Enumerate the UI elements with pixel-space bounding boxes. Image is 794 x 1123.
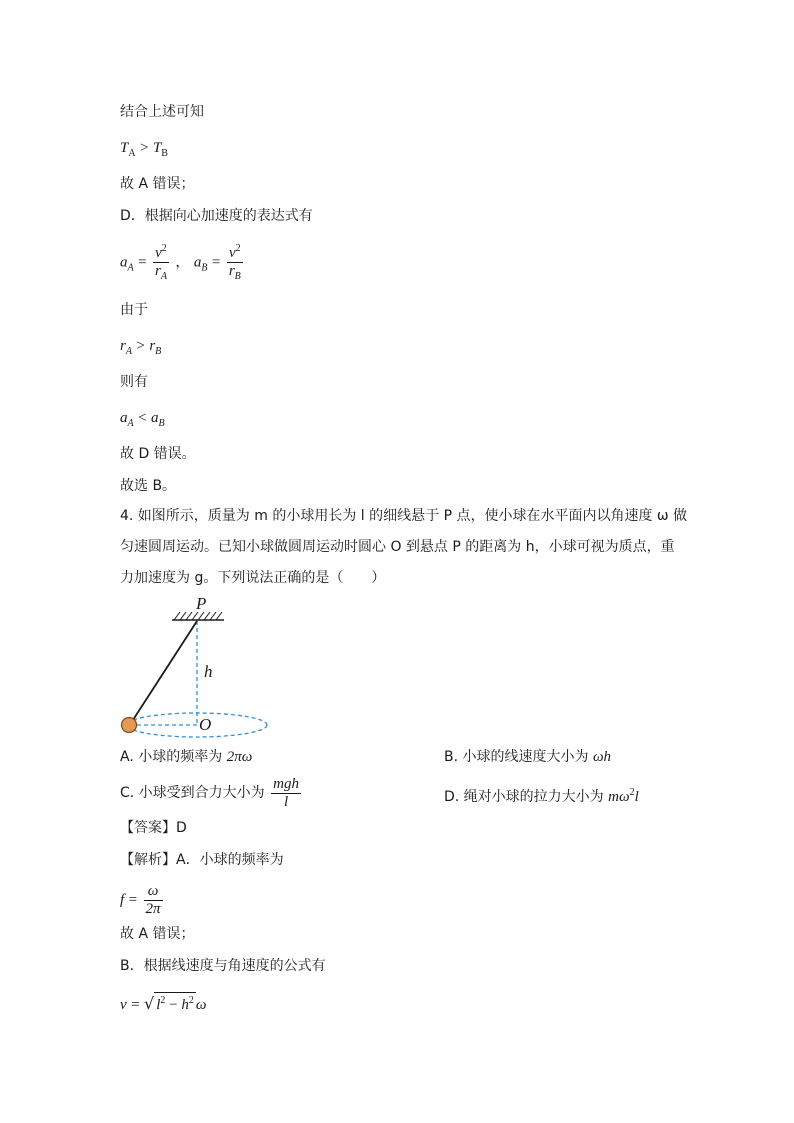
label-P: P [196, 594, 207, 613]
math-var: ω [195, 997, 207, 1013]
math-var: T [120, 140, 129, 156]
math-sub: B [158, 418, 165, 429]
equation-ra-gt-rb [120, 336, 161, 362]
question-text: 4. 如图所示，质量为 m 的小球用长为 l 的细线悬于 P 点，使小球在水平面内以角速度 ω 做 [120, 508, 688, 524]
math-sub: B [161, 148, 168, 159]
math-op: > [140, 140, 149, 156]
string-line [131, 621, 197, 723]
math-sub: A [125, 346, 132, 357]
option-b-math: ωh [592, 749, 612, 765]
math-sub: B [155, 346, 162, 357]
math-op: = [131, 997, 140, 1013]
fraction [227, 240, 243, 285]
option-c[interactable] [120, 775, 303, 811]
equation-accel [120, 240, 245, 291]
equation-velocity [120, 992, 206, 1015]
math-op: = [211, 254, 221, 271]
math-sub: A [128, 148, 136, 159]
text-line: B．根据线速度与角速度的公式有 [120, 958, 326, 974]
sqrt-sign: √ [144, 994, 155, 1013]
question-text: 力加速度为 g。下列说法正确的是（ ） [120, 570, 386, 586]
math-var: v [155, 245, 162, 261]
answer-tag: 【答案】 [120, 820, 176, 836]
answer-value: D [176, 820, 187, 836]
option-b-text: B. 小球的线速度大小为 [444, 749, 593, 765]
option-c-text: C. 小球受到合力大小为 [120, 785, 270, 801]
math-sub: B [234, 271, 241, 282]
text-line: 则有 [120, 374, 148, 390]
text-line: 故 A 错误； [120, 176, 195, 192]
math-var: v [120, 997, 127, 1013]
text-line: 故 D 错误。 [120, 446, 196, 462]
math-var: r [149, 338, 156, 354]
text-line: D．根据向心加速度的表达式有 [120, 208, 313, 224]
math-sup: 2 [235, 243, 241, 254]
equation-ta-gt-tb [120, 138, 168, 164]
math-num: ω [144, 883, 163, 901]
option-a-math: 2πω [226, 749, 253, 765]
math-sub: A [160, 271, 167, 282]
math-var: a [150, 410, 159, 426]
separator: ， [175, 254, 190, 271]
math-sup: 2 [629, 787, 635, 798]
math-var: a [193, 254, 202, 271]
analysis-line [120, 850, 284, 870]
math-op: > [136, 338, 145, 354]
label-h: h [204, 662, 213, 681]
text-line: 由于 [120, 302, 148, 318]
math-var: f [120, 892, 125, 908]
label-O: O [199, 715, 212, 734]
math-sub: B [201, 262, 208, 274]
math-var: r [228, 263, 235, 279]
pendulum-figure [110, 592, 280, 742]
answer-line [120, 818, 187, 838]
option-d-math: mω [608, 789, 630, 805]
option-d-text: D. 绳对小球的拉力大小为 [444, 789, 609, 805]
equation-aa-lt-ab [120, 408, 165, 434]
math-op: = [138, 254, 147, 271]
math-var: a [120, 410, 128, 426]
text-line: 结合上述可知 [120, 104, 204, 120]
math-var: h [181, 997, 189, 1013]
option-a-text: A. 小球的频率为 [120, 749, 227, 765]
math-var: v [228, 245, 236, 261]
text-line: 故选 B。 [120, 478, 177, 494]
text-line: 故 A 错误； [120, 926, 195, 942]
ceiling-hatch [174, 612, 222, 620]
math-var: r [120, 338, 126, 354]
fraction [271, 776, 301, 811]
math-den: 2π [145, 900, 161, 917]
fraction [144, 883, 163, 918]
math-op: = [128, 892, 138, 908]
math-sub: A [127, 418, 134, 429]
option-a[interactable] [120, 747, 252, 767]
math-sup: 2 [161, 243, 167, 254]
math-sub: A [127, 262, 134, 274]
analysis-text: A．小球的频率为 [176, 852, 284, 868]
question-text: 匀速圆周运动。已知小球做圆周运动时圆心 O 到悬点 P 的距离为 h，小球可视为质点，重 [120, 539, 675, 555]
math-var: a [120, 254, 128, 271]
ball [122, 718, 137, 733]
equation-frequency [120, 878, 165, 922]
analysis-tag: 【解析】 [120, 852, 176, 868]
option-b[interactable] [444, 747, 611, 767]
option-d[interactable] [444, 783, 639, 807]
sqrt-body [154, 992, 196, 1013]
math-op: − [165, 997, 182, 1013]
option-d-math-l: l [634, 789, 639, 805]
math-sup: 2 [160, 995, 166, 1006]
math-var: r [154, 263, 161, 279]
math-num: mgh [273, 775, 299, 792]
math-op: < [138, 410, 147, 426]
math-den: l [283, 793, 289, 810]
math-sup: 2 [188, 995, 194, 1006]
math-var: T [152, 140, 162, 156]
math-var: l [156, 997, 161, 1013]
fraction [153, 240, 169, 285]
